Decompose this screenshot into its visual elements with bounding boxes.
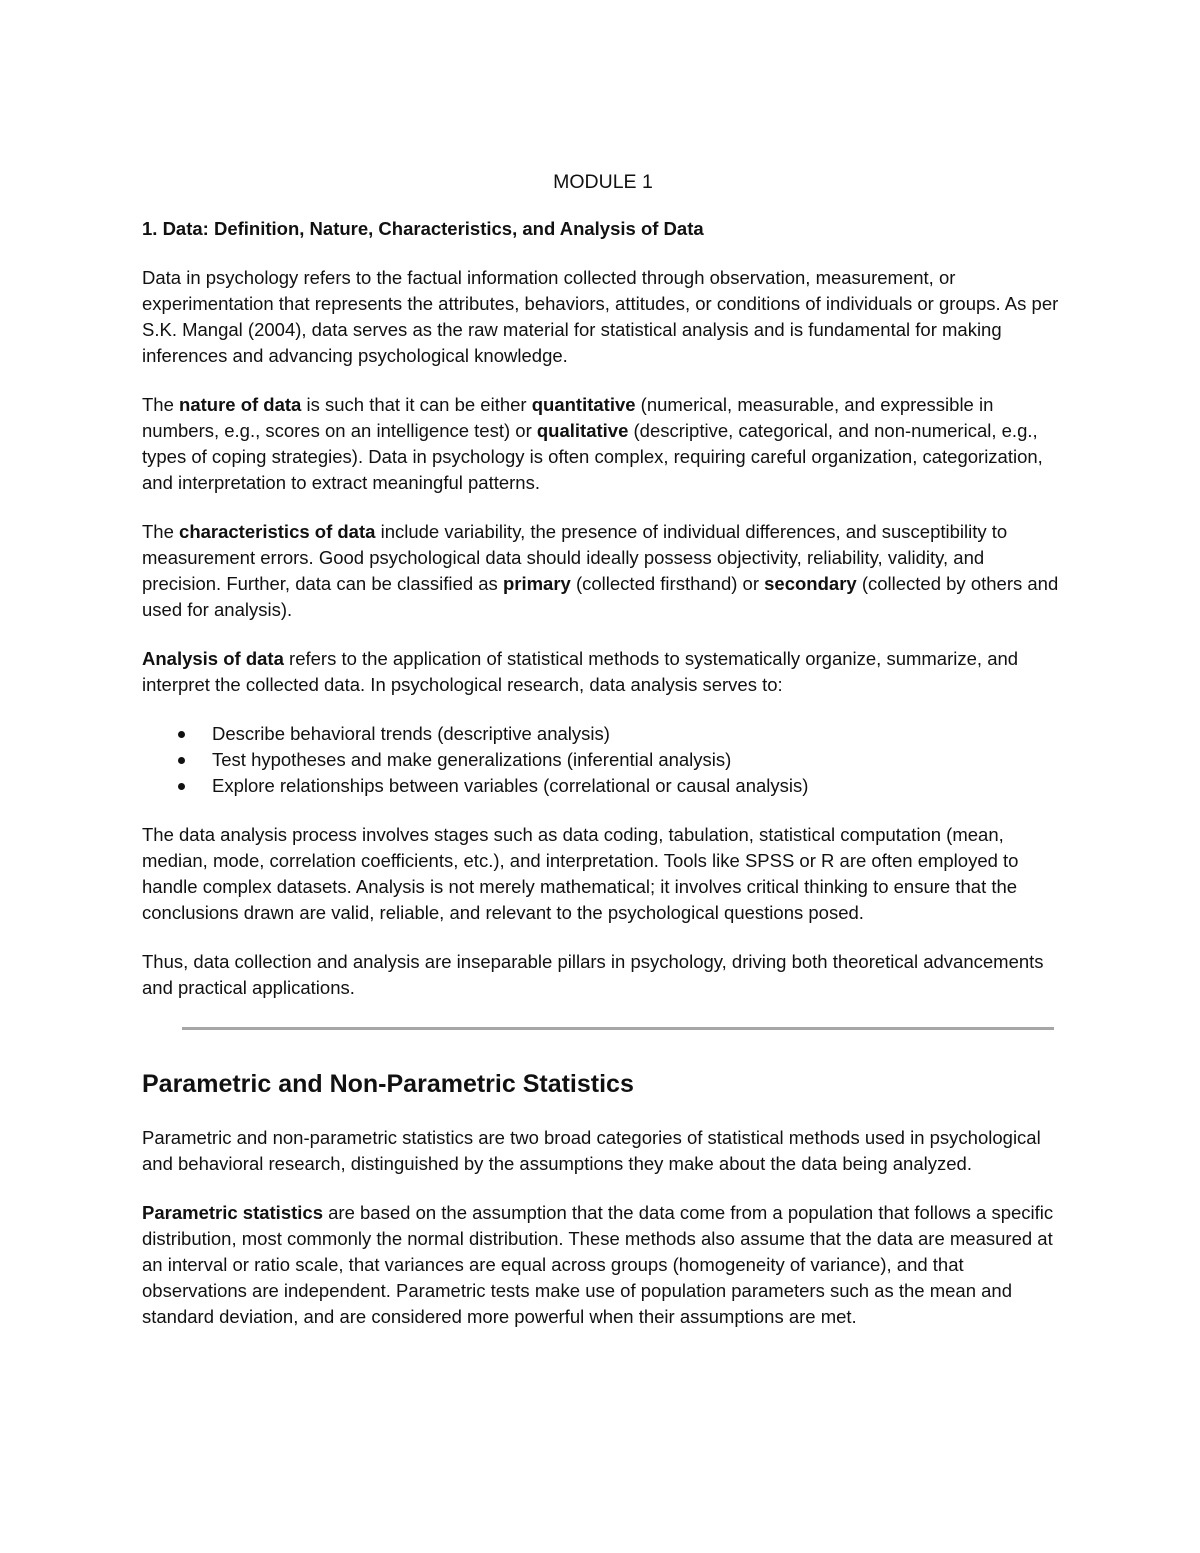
section-heading-data: 1. Data: Definition, Nature, Characteristics, and Analysis of Data <box>142 218 704 239</box>
list-item-text: Describe behavioral trends (descriptive analysis) <box>212 723 610 744</box>
bold-term-parametric: Parametric statistics <box>142 1202 323 1223</box>
list-item-text: Test hypotheses and make generalizations (inferential analysis) <box>212 749 732 770</box>
bold-term-analysis: Analysis of data <box>142 648 284 669</box>
text-run: are based on the assumption that the data come from a population that follows a specific distribution, most commonly the normal distribution. These methods also assume that the data are measured at an interval or ratio scale, that variances are equal across groups (homogeneity of variance), and that observations are independent. Parametric tests make use of population parameters such as the mean and standard deviation, and are considered more powerful when their assumptions are met. <box>142 1202 1054 1327</box>
text-run: (numerical, measurable, and expressible in numbers, e.g., scores on an intelligence test) or <box>142 394 994 441</box>
bullet-list <box>142 721 1064 799</box>
document-page <box>142 168 1064 1353</box>
bullet-icon <box>178 731 185 738</box>
bold-term-secondary: secondary <box>764 573 857 594</box>
section-heading-parametric: Parametric and Non-Parametric Statistics <box>142 1070 634 1098</box>
paragraph-nature <box>142 392 1064 496</box>
text-run: The <box>142 521 180 542</box>
paragraph-parametric-intro: Parametric and non-parametric statistics are two broad categories of statistical methods used in psychological and behavioral research, distinguished by the assumptions they make about the data being analyzed. <box>142 1127 1041 1174</box>
bold-term-primary: primary <box>502 573 571 594</box>
bold-term-quantitative: quantitative <box>531 394 636 415</box>
bold-term-nature: nature of data <box>179 394 302 415</box>
text-run: include variability, the presence of individual differences, and susceptibility to measurement errors. Good psychological data should ideally possess objectivity, reliability, validity, and precision. Further, data can be classified as <box>142 521 1008 594</box>
text-run: (collected by others and used for analysis). <box>142 573 1059 620</box>
paragraph-parametric-statistics <box>142 1200 1064 1330</box>
paragraph-process: The data analysis process involves stages such as data coding, tabulation, statistical computation (mean, median, mode, correlation coefficients, etc.), and interpretation. Tools like SPSS or R are often employed to handle complex datasets. Analysis is not merely mathematical; it involves critical thinking to ensure that the conclusions drawn are valid, reliable, and relevant to the psychological questions posed. <box>142 824 1019 923</box>
text-run: (collected firsthand) or <box>570 573 765 594</box>
text-run: (descriptive, categorical, and non-numerical, e.g., types of coping strategies). Data in psychology is often complex, requiring careful organization, categorization, and interpretation to extract meaningful patterns. <box>142 420 1043 493</box>
bold-term-characteristics: characteristics of data <box>179 521 376 542</box>
paragraph-analysis <box>142 646 1064 698</box>
list-item <box>142 773 1064 799</box>
list-item-text: Explore relationships between variables (correlational or causal analysis) <box>212 775 809 796</box>
bullet-icon <box>178 783 185 790</box>
bold-term-qualitative: qualitative <box>536 420 629 441</box>
list-item <box>142 747 1064 773</box>
text-run: refers to the application of statistical methods to systematically organize, summarize, and interpret the collected data. In psychological research, data analysis serves to: <box>142 648 1019 695</box>
paragraph-characteristics <box>142 519 1064 623</box>
text-run: The <box>142 394 180 415</box>
paragraph-definition: Data in psychology refers to the factual information collected through observation, measurement, or experimentation that represents the attributes, behaviors, attitudes, or conditions of individuals or groups. As per S.K. Mangal (2004), data serves as the raw material for statistical analysis and is fundamental for making inferences and advancing psychological knowledge. <box>142 267 1059 366</box>
paragraph-conclusion: Thus, data collection and analysis are inseparable pillars in psychology, driving both theoretical advancements and practical applications. <box>142 951 1044 998</box>
text-run: is such that it can be either <box>301 394 532 415</box>
module-title: MODULE 1 <box>553 171 653 193</box>
bullet-icon <box>178 757 185 764</box>
list-item <box>142 721 1064 747</box>
horizontal-divider <box>182 1027 1054 1030</box>
